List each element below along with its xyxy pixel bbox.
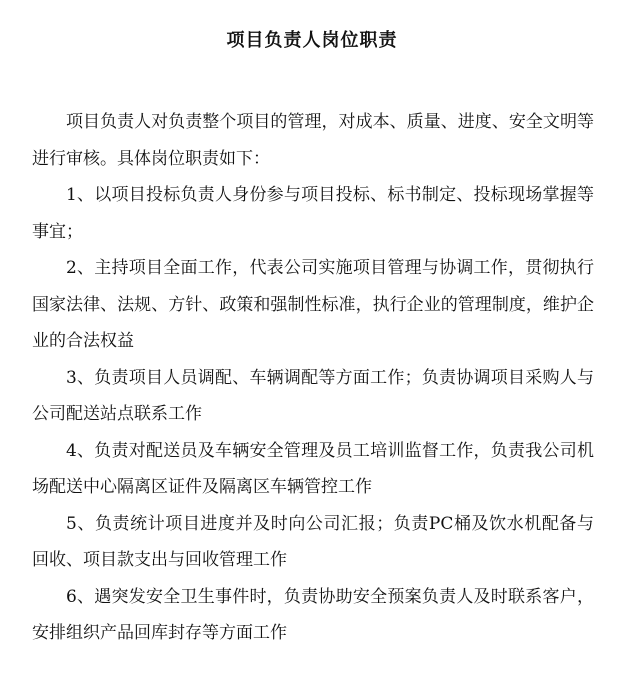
duty-item-2: 2、主持项目全面工作，代表公司实施项目管理与协调工作，贯彻执行国家法律、法规、方针、政策和强制性标准，执行企业的管理制度，维护企业的合法权益 [32,258,594,351]
duty-item-1: 1、以项目投标负责人身份参与项目投标、标书制定、投标现场掌握等事宜； [32,185,594,242]
duty-item-5: 5、负责统计项目进度并及时向公司汇报；负责PC桶及饮水机配备与回收、项目款支出与回收管理工作 [32,513,594,570]
duty-item-6: 6、遇突发安全卫生事件时，负责协助安全预案负责人及时联系客户，安排组织产品回库封存等方面工作 [32,586,594,643]
document-body [32,104,594,652]
document-title: 项目负责人岗位职责 [226,30,398,51]
duty-item-4: 4、负责对配送员及车辆安全管理及员工培训监督工作，负责我公司机场配送中心隔离区证件及隔离区车辆管控工作 [32,440,594,497]
intro-paragraph: 项目负责人对负责整个项目的管理，对成本、质量、进度、安全文明等进行审核。具体岗位职责如下： [32,112,594,169]
duty-item-3: 3、负责项目人员调配、车辆调配等方面工作；负责协调项目采购人与公司配送站点联系工作 [32,367,594,424]
